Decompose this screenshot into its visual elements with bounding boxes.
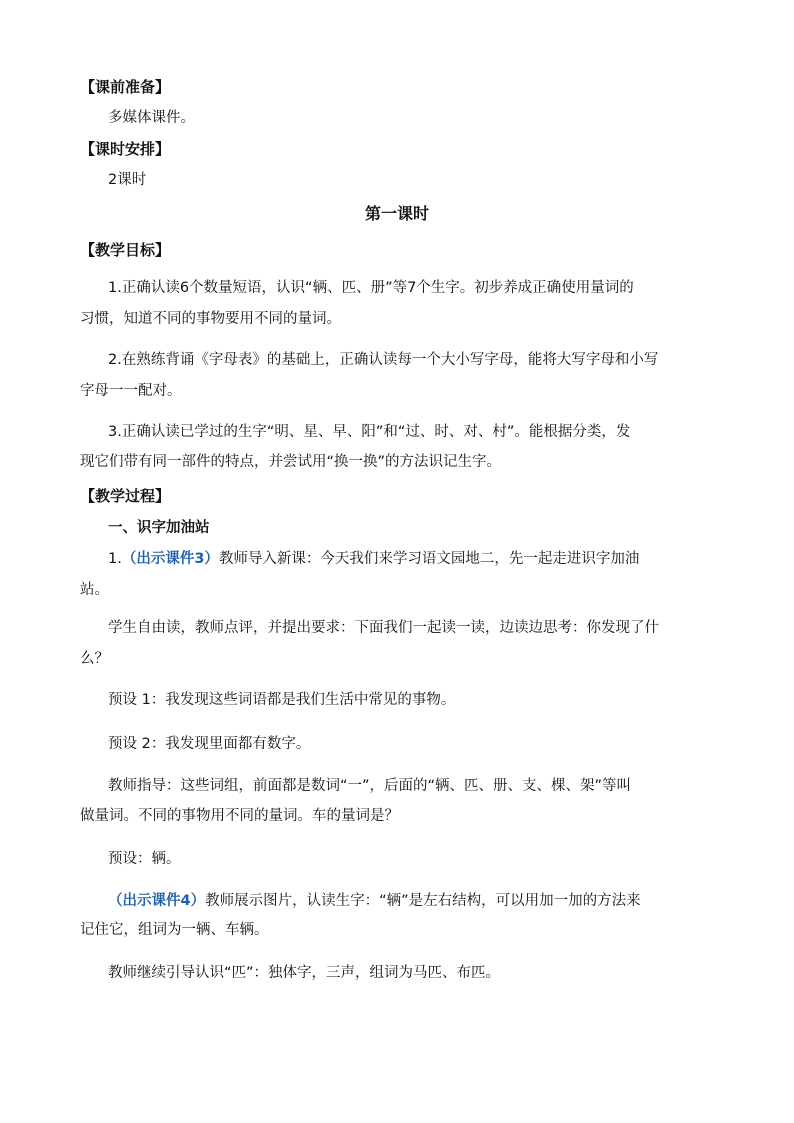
goal-2-line-2: 字母一一配对。 bbox=[80, 383, 182, 399]
process-heading: 【教学过程】 bbox=[80, 487, 171, 505]
preset-2: 预设 2：我发现里面都有数字。 bbox=[108, 736, 311, 752]
goal-1-line-1: 1.正确认读6个数量短语，认识“辆、匹、册”等7个生字。初步养成正确使用量词的 bbox=[108, 280, 634, 296]
goal-3-line-2: 现它们带有同一部件的特点，并尝试用“换一换”的方法识记生字。 bbox=[80, 454, 502, 470]
courseware-tag-4: （出示课件4） bbox=[108, 893, 206, 909]
paragraph-5-text: 教师展示图片，认读生字：“辆”是左右结构，可以用加一加的方法来 bbox=[205, 893, 641, 909]
paragraph-1-number: 1. bbox=[108, 551, 122, 567]
prep-heading: 【课前准备】 bbox=[80, 78, 171, 96]
process-paragraph-1-line-2: 站。 bbox=[80, 582, 109, 598]
process-paragraph-5-line-2: 记住它，组词为一辆、车辆。 bbox=[80, 922, 269, 938]
schedule-heading: 【课时安排】 bbox=[80, 140, 171, 158]
prep-text: 多媒体课件。 bbox=[108, 110, 195, 126]
process-paragraph-2-line-2: 么？ bbox=[80, 651, 109, 667]
teacher-guide-line-1: 教师指导：这些词组，前面都是数词“一”，后面的“辆、匹、册、支、棵、架”等叫 bbox=[108, 778, 632, 794]
teacher-guide-line-2: 做量词。不同的事物用不同的量词。车的量词是？ bbox=[80, 808, 399, 824]
process-paragraph-6: 教师继续引导认识“匹”：独体字，三声，组词为马匹、布匹。 bbox=[108, 965, 501, 981]
process-paragraph-5-line-1 bbox=[108, 891, 641, 911]
courseware-tag-3: （出示课件3） bbox=[121, 551, 219, 567]
schedule-text: 2课时 bbox=[108, 172, 147, 188]
goal-3-line-1: 3.正确认读已学过的生字“明、星、早、阳”和“过、时、对、村”。能根据分类，发 bbox=[108, 424, 631, 440]
lesson-title: 第一课时 bbox=[364, 204, 429, 223]
preset-3: 预设：辆。 bbox=[108, 851, 181, 867]
goal-1-line-2: 习惯，知道不同的事物要用不同的量词。 bbox=[80, 311, 341, 327]
goal-2-line-1: 2.在熟练背诵《字母表》的基础上，正确认读每一个大小写字母，能将大写字母和小写 bbox=[108, 352, 659, 368]
preset-1: 预设 1：我发现这些词语都是我们生活中常见的事物。 bbox=[108, 692, 456, 708]
section-1-title: 一、识字加油站 bbox=[108, 520, 210, 536]
paragraph-1-text: 教师导入新课：今天我们来学习语文园地二，先一起走进识字加油 bbox=[218, 551, 640, 567]
goals-heading: 【教学目标】 bbox=[80, 241, 171, 259]
process-paragraph-1-line-1 bbox=[108, 549, 639, 569]
process-paragraph-2-line-1: 学生自由读，教师点评，并提出要求：下面我们一起读一读，边读边思考：你发现了什 bbox=[108, 620, 659, 636]
